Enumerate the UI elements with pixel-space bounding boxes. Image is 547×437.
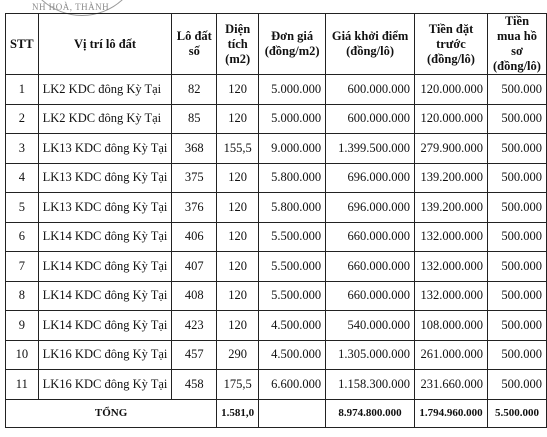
cell-lot-number: 406: [172, 222, 217, 252]
cell-location: LK13 KDC đông Kỳ Tại: [38, 193, 172, 223]
cell-location: LK14 KDC đông Kỳ Tại: [38, 252, 172, 282]
cell-lot-number: 407: [172, 252, 217, 282]
table-row: [6, 163, 547, 193]
header-unit-price: Đơn giá (đồng/m2): [259, 14, 326, 75]
total-start-price: 8.974.800.000: [326, 399, 415, 427]
cell-start-price: 1.158.300.000: [326, 370, 415, 400]
header-dossier-fee: Tiền mua hồ sơ (đồng/lô): [487, 14, 546, 75]
cell-lot-number: 376: [172, 193, 217, 223]
cell-lot-number: 368: [172, 134, 217, 164]
cell-start-price: 600.000.000: [326, 75, 415, 105]
cell-unit-price: 4.500.000: [259, 311, 326, 341]
cell-deposit: 139.200.000: [415, 163, 488, 193]
table-row: [6, 311, 547, 341]
cell-deposit: 132.000.000: [415, 281, 488, 311]
cell-lot-number: 423: [172, 311, 217, 341]
cell-dossier-fee: 500.000: [487, 340, 546, 370]
cell-stt: 4: [6, 163, 39, 193]
cell-deposit: 120.000.000: [415, 104, 488, 134]
cell-unit-price: 4.500.000: [259, 340, 326, 370]
cell-deposit: 120.000.000: [415, 75, 488, 105]
cell-area: 175,5: [217, 370, 259, 400]
cell-start-price: 660.000.000: [326, 252, 415, 282]
cell-dossier-fee: 500.000: [487, 75, 546, 105]
cell-area: 290: [217, 340, 259, 370]
cell-deposit: 108.000.000: [415, 311, 488, 341]
cell-deposit: 132.000.000: [415, 252, 488, 282]
table-row: [6, 281, 547, 311]
cell-start-price: 540.000.000: [326, 311, 415, 341]
cell-unit-price: 5.500.000: [259, 222, 326, 252]
header-area: Diện tích (m2): [217, 14, 259, 75]
cell-stt: 11: [6, 370, 39, 400]
cell-lot-number: 408: [172, 281, 217, 311]
header-row: [6, 14, 547, 75]
auction-lots-table: [5, 13, 547, 428]
total-label: TỔNG: [6, 399, 217, 427]
cell-location: LK13 KDC đông Kỳ Tại: [38, 163, 172, 193]
cell-location: LK13 KDC đông Kỳ Tại: [38, 134, 172, 164]
cell-area: 120: [217, 252, 259, 282]
cell-lot-number: 457: [172, 340, 217, 370]
cell-dossier-fee: 500.000: [487, 193, 546, 223]
cell-dossier-fee: 500.000: [487, 311, 546, 341]
cell-dossier-fee: 500.000: [487, 104, 546, 134]
table-row: [6, 193, 547, 223]
cell-lot-number: 82: [172, 75, 217, 105]
cell-deposit: 279.900.000: [415, 134, 488, 164]
cell-area: 120: [217, 281, 259, 311]
header-location: Vị trí lô đất: [38, 14, 172, 75]
cell-unit-price: 5.000.000: [259, 104, 326, 134]
total-deposit: 1.794.960.000: [415, 399, 488, 427]
cell-area: 120: [217, 311, 259, 341]
table-row: [6, 370, 547, 400]
cell-dossier-fee: 500.000: [487, 222, 546, 252]
total-area: 1.581,0: [217, 399, 259, 427]
cell-stt: 6: [6, 222, 39, 252]
total-unit-price-empty: [259, 399, 326, 427]
cell-start-price: 1.399.500.000: [326, 134, 415, 164]
table-row: [6, 104, 547, 134]
cell-stt: 2: [6, 104, 39, 134]
cell-stt: 10: [6, 340, 39, 370]
cell-dossier-fee: 500.000: [487, 281, 546, 311]
cell-area: 120: [217, 193, 259, 223]
cell-unit-price: 5.800.000: [259, 193, 326, 223]
cell-start-price: 600.000.000: [326, 104, 415, 134]
cell-dossier-fee: 500.000: [487, 163, 546, 193]
cell-stt: 8: [6, 281, 39, 311]
cell-location: LK2 KDC đông Kỳ Tại: [38, 75, 172, 105]
cell-area: 120: [217, 75, 259, 105]
total-row: [6, 399, 547, 427]
cell-unit-price: 6.600.000: [259, 370, 326, 400]
total-dossier-fee: 5.500.000: [487, 399, 546, 427]
cell-unit-price: 5.500.000: [259, 281, 326, 311]
cell-unit-price: 9.000.000: [259, 134, 326, 164]
cell-lot-number: 85: [172, 104, 217, 134]
cell-area: 120: [217, 222, 259, 252]
cell-stt: 7: [6, 252, 39, 282]
cell-dossier-fee: 500.000: [487, 370, 546, 400]
cell-unit-price: 5.000.000: [259, 75, 326, 105]
cell-unit-price: 5.800.000: [259, 163, 326, 193]
cell-start-price: 696.000.000: [326, 163, 415, 193]
cell-dossier-fee: 500.000: [487, 252, 546, 282]
cell-deposit: 139.200.000: [415, 193, 488, 223]
cell-unit-price: 5.500.000: [259, 252, 326, 282]
cell-lot-number: 375: [172, 163, 217, 193]
cell-start-price: 696.000.000: [326, 193, 415, 223]
header-stt: STT: [6, 14, 39, 75]
cell-area: 155,5: [217, 134, 259, 164]
cell-start-price: 660.000.000: [326, 222, 415, 252]
cell-location: LK14 KDC đông Kỳ Tại: [38, 311, 172, 341]
cell-deposit: 132.000.000: [415, 222, 488, 252]
table-row: [6, 252, 547, 282]
cell-location: LK16 KDC đông Kỳ Tại: [38, 340, 172, 370]
cell-stt: 1: [6, 75, 39, 105]
table-row: [6, 222, 547, 252]
cell-location: LK16 KDC đông Kỳ Tại: [38, 370, 172, 400]
table-row: [6, 134, 547, 164]
cell-start-price: 660.000.000: [326, 281, 415, 311]
cell-area: 120: [217, 104, 259, 134]
table-row: [6, 75, 547, 105]
cell-location: LK14 KDC đông Kỳ Tại: [38, 281, 172, 311]
cell-start-price: 1.305.000.000: [326, 340, 415, 370]
cell-stt: 5: [6, 193, 39, 223]
cell-location: LK14 KDC đông Kỳ Tại: [38, 222, 172, 252]
cell-location: LK2 KDC đông Kỳ Tại: [38, 104, 172, 134]
cell-dossier-fee: 500.000: [487, 134, 546, 164]
seal-text: NH HOÀ, THÀNH: [32, 2, 110, 12]
cell-deposit: 231.660.000: [415, 370, 488, 400]
cell-stt: 9: [6, 311, 39, 341]
table-row: [6, 340, 547, 370]
header-start-price: Giá khởi điểm (đồng/lô): [326, 14, 415, 75]
header-deposit: Tiền đặt trước (đồng/lô): [415, 14, 488, 75]
cell-deposit: 261.000.000: [415, 340, 488, 370]
cell-lot-number: 458: [172, 370, 217, 400]
cell-stt: 3: [6, 134, 39, 164]
header-lot-number: Lô đất số: [172, 14, 217, 75]
cell-area: 120: [217, 163, 259, 193]
